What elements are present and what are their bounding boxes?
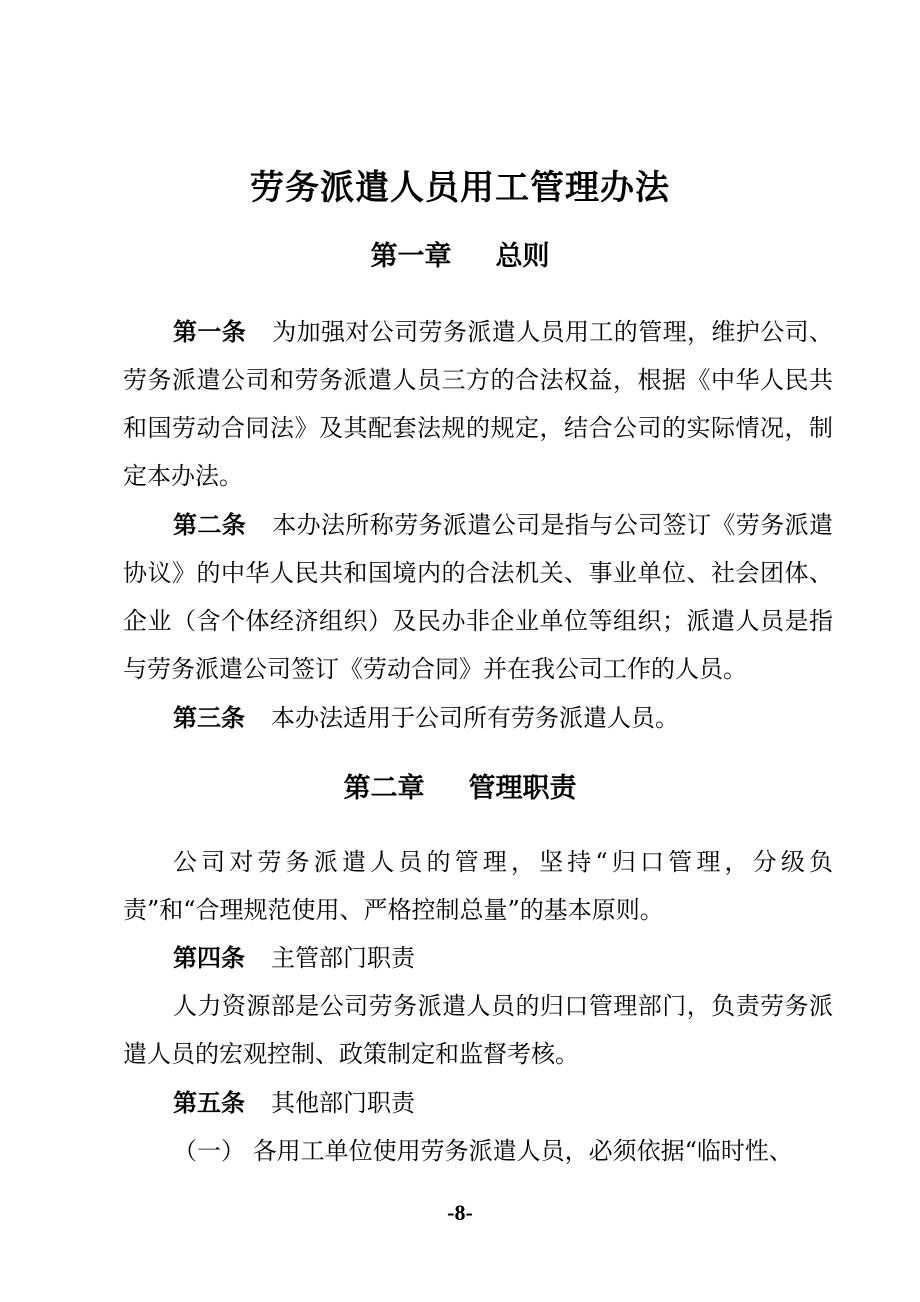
chapter-name: 管理职责 [468, 773, 577, 804]
page-number: -8- [447, 1200, 473, 1225]
article-text: 本办法所称劳务派遣公司是指与公司签订《劳务派遣协议》的中华人民共和国境内的合法机关、事业单位、社会团体、企业（含个体经济组织）及民办非企业单位等组织；派遣人员是指与劳务派遣公司签订《劳动合同》并在我公司工作的人员。 [123, 511, 834, 683]
article-4 [123, 934, 833, 982]
article-text: 本办法适用于公司所有劳务派遣人员。 [271, 704, 679, 732]
article-label: 第三条 [173, 704, 245, 732]
chapter-label: 第一章 [370, 241, 452, 272]
article-4-body: 人力资源部是公司劳务派遣人员的归口管理部门，负责劳务派遣人员的宏观控制、政策制定和监督考核。 [123, 992, 833, 1068]
article-text: 为加强对公司劳务派遣人员用工的管理，维护公司、劳务派遣公司和劳务派遣人员三方的合法权益，根据《中华人民共和国劳动合同法》及其配套法规的规定，结合公司的实际情况，制定本办法。 [123, 318, 834, 490]
chapter-heading-2 [0, 769, 920, 809]
article-label: 第四条 [173, 944, 245, 972]
chapter-heading-1 [0, 237, 920, 277]
chapter-label: 第二章 [343, 773, 425, 804]
document-title: 劳务派遣人员用工管理办法 [250, 168, 670, 208]
article-5 [123, 1079, 833, 1127]
article-text: 其他部门职责 [271, 1089, 415, 1117]
article-1 [123, 308, 833, 500]
article-2 [123, 501, 833, 693]
article-label: 第二条 [173, 511, 247, 539]
article-text: 主管部门职责 [271, 944, 415, 972]
chapter-intro-paragraph: 公司对劳务派遣人员的管理，坚持“归口管理，分级负责”和“合理规范使用、严格控制总量”的基本原则。 [123, 848, 833, 924]
chapter-name: 总则 [495, 241, 550, 272]
article-3 [123, 694, 833, 742]
article-label: 第一条 [173, 318, 247, 346]
article-5-item-1: （一） 各用工单位使用劳务派遣人员，必须依据“临时性、 [173, 1137, 793, 1165]
article-label: 第五条 [173, 1089, 245, 1117]
